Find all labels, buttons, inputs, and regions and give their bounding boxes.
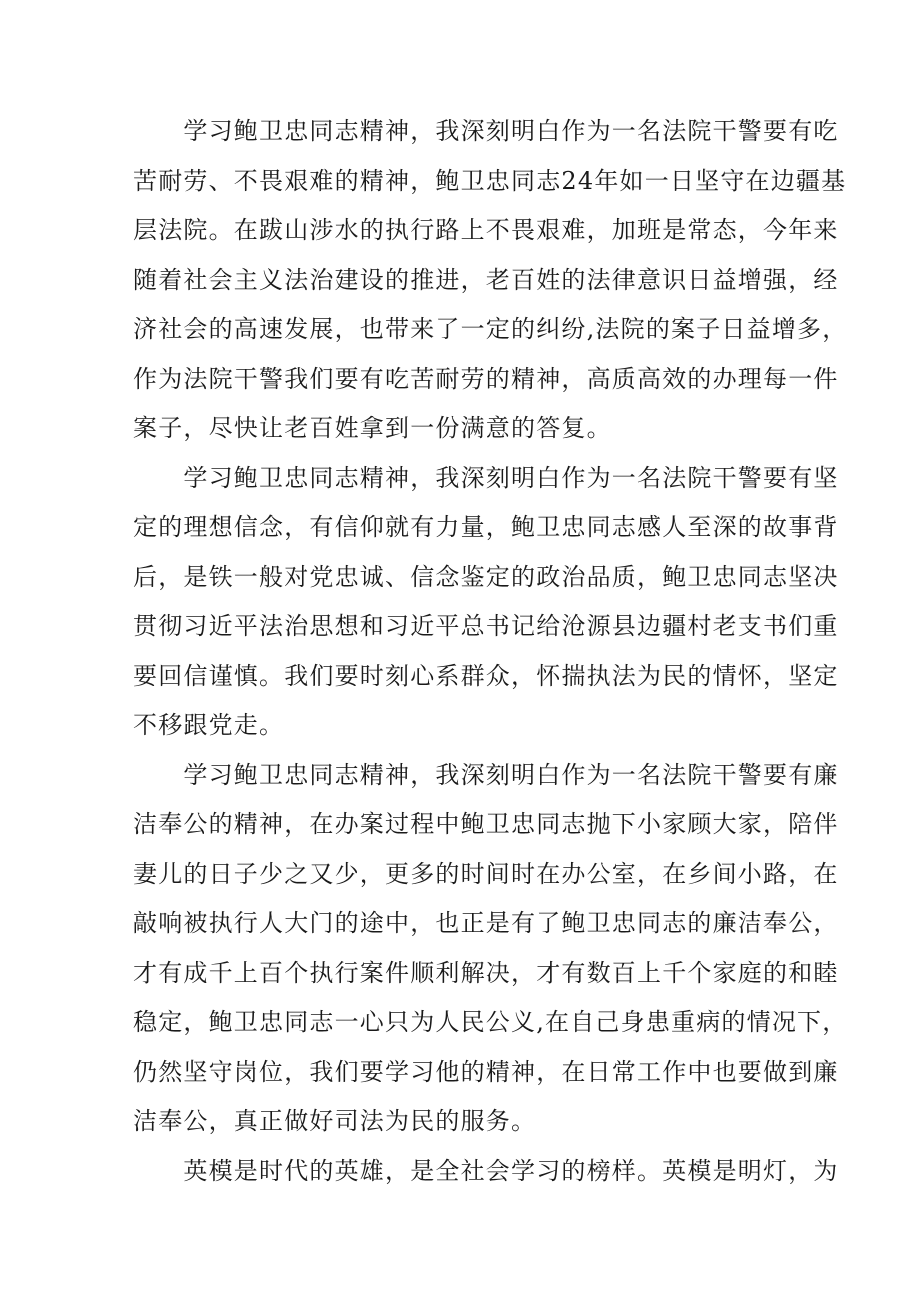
text-line: 定的理想信念，有信仰就有力量，鲍卫忠同志感人至深的故事背: [133, 513, 839, 541]
text-line: 妻儿的日子少之又少，更多的时间时在办公室，在乡间小路，在: [133, 860, 839, 888]
text-line: 敲响被执行人大门的途中，也正是有了鲍卫忠同志的廉洁奉公，: [133, 909, 839, 937]
text-line: 后，是铁一般对党忠诚、信念鉴定的政治品质，鲍卫忠同志坚决: [133, 563, 839, 591]
text-line: 仍然坚守岗位，我们要学习他的精神，在日常工作中也要做到廉: [133, 1058, 839, 1086]
text-line: 洁奉公，真正做好司法为民的服务。: [133, 1107, 537, 1135]
text-line: 作为法院干警我们要有吃苦耐劳的精神，高质高效的办理每一件: [133, 365, 839, 393]
text-line: 济社会的高速发展，也带来了一定的纠纷,法院的案子日益增多，: [133, 315, 848, 343]
text-line: 要回信谨慎。我们要时刻心系群众，怀揣执法为民的情怀，坚定: [133, 662, 839, 690]
text-line: 学习鲍卫忠同志精神，我深刻明白作为一名法院干警要有吃: [133, 117, 839, 145]
text-line: 层法院。在跋山涉水的执行路上不畏艰难，加班是常态，今年来: [133, 216, 839, 244]
text-line: 英模是时代的英雄，是全社会学习的榜样。英模是明灯，为: [133, 1157, 839, 1185]
text-line: 才有成千上百个执行案件顺利解决，才有数百上千个家庭的和睦: [133, 959, 839, 987]
text-line: 稳定，鲍卫忠同志一心只为人民公义,在自己身患重病的情况下，: [133, 1008, 848, 1036]
text-line: 学习鲍卫忠同志精神，我深刻明白作为一名法院干警要有坚: [133, 464, 839, 492]
text-line: 随着社会主义法治建设的推进，老百姓的法律意识日益增强，经: [133, 266, 839, 294]
text-line: 苦耐劳、不畏艰难的精神，鲍卫忠同志24年如一日坚守在边疆基: [133, 167, 847, 195]
text-line: 贯彻习近平法治思想和习近平总书记给沧源县边疆村老支书们重: [133, 612, 839, 640]
text-line: 不移跟党走。: [133, 711, 285, 739]
text-line: 案子，尽快让老百姓拿到一份满意的答复。: [133, 414, 612, 442]
text-line: 学习鲍卫忠同志精神，我深刻明白作为一名法院干警要有廉: [133, 761, 839, 789]
text-line: 洁奉公的精神，在办案过程中鲍卫忠同志抛下小家顾大家，陪伴: [133, 810, 839, 838]
